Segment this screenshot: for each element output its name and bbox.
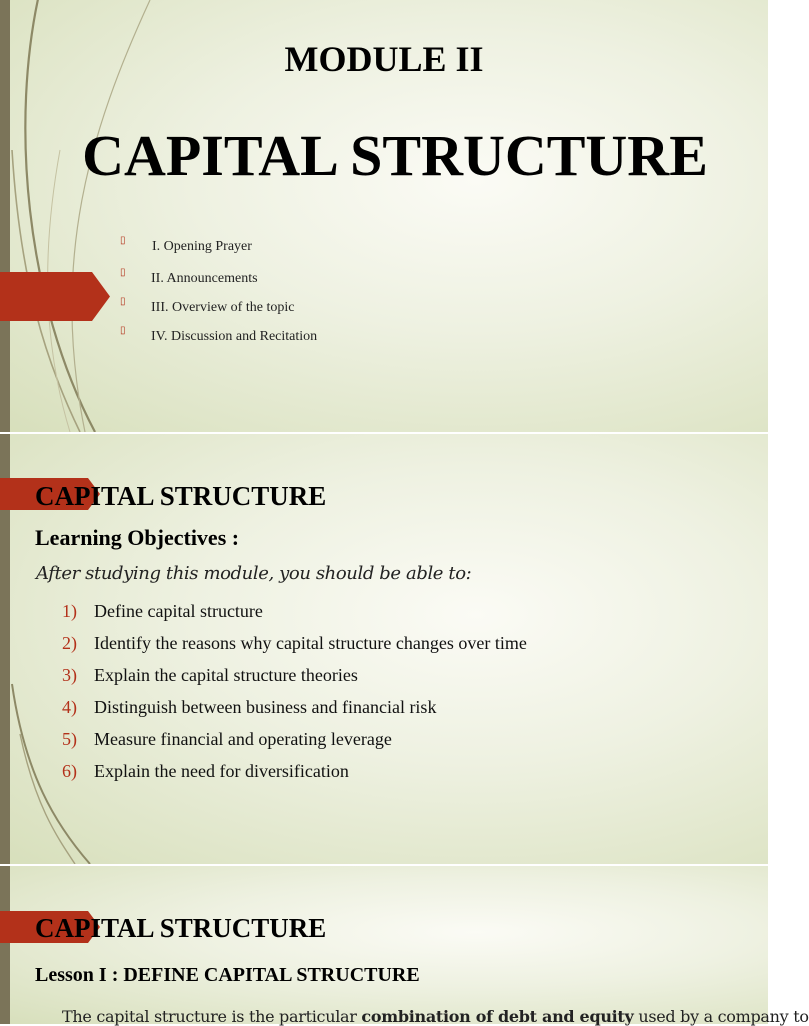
objective-text: Identify the reasons why capital structure changes over time <box>94 633 527 653</box>
objective-number: 3) <box>62 665 77 685</box>
objective-number: 5) <box>62 729 77 749</box>
objective-text: Explain the need for diversification <box>94 761 349 781</box>
accent-arrow-tab <box>0 272 110 321</box>
objective-text: Define capital structure <box>94 601 263 621</box>
module-label: MODULE II <box>284 39 484 79</box>
objectives-subtitle: Learning Objectives : <box>35 525 240 550</box>
agenda-item: ▯ III. Overview of the topic <box>120 296 295 315</box>
slide-objectives <box>0 434 768 864</box>
objective-number: 2) <box>62 633 77 653</box>
agenda-item: ▯ I. Opening Prayer <box>120 235 252 254</box>
agenda-item: ▯ IV. Discussion and Recitation <box>120 325 318 344</box>
slide-title <box>0 0 768 432</box>
slide-left-bar <box>0 866 10 1024</box>
bullet-icon: ▯ <box>120 296 126 307</box>
objective-number: 6) <box>62 761 77 781</box>
lesson-slide-title: CAPITAL STRUCTURE <box>35 913 327 943</box>
objective-text: Distinguish between business and financial risk <box>94 697 437 717</box>
objectives-intro: After studying this module, you should be able to: <box>36 563 472 584</box>
objective-number: 1) <box>62 601 77 621</box>
agenda-item: ▯ II. Announcements <box>120 267 258 286</box>
objectives-title: CAPITAL STRUCTURE <box>35 481 327 511</box>
lesson-title: Lesson I : DEFINE CAPITAL STRUCTURE <box>35 964 420 986</box>
slide-title-text: CAPITAL STRUCTURE <box>82 123 708 188</box>
lesson-body-text: The capital structure is the particular combination of debt and equity used by a company to <box>62 1007 809 1026</box>
bullet-icon: ▯ <box>120 235 126 246</box>
bullet-icon: ▯ <box>120 325 126 336</box>
slide-lesson <box>0 866 809 1026</box>
bullet-icon: ▯ <box>120 267 126 278</box>
objective-text: Explain the capital structure theories <box>94 665 358 685</box>
objective-text: Measure financial and operating leverage <box>94 729 392 749</box>
objective-number: 4) <box>62 697 77 717</box>
